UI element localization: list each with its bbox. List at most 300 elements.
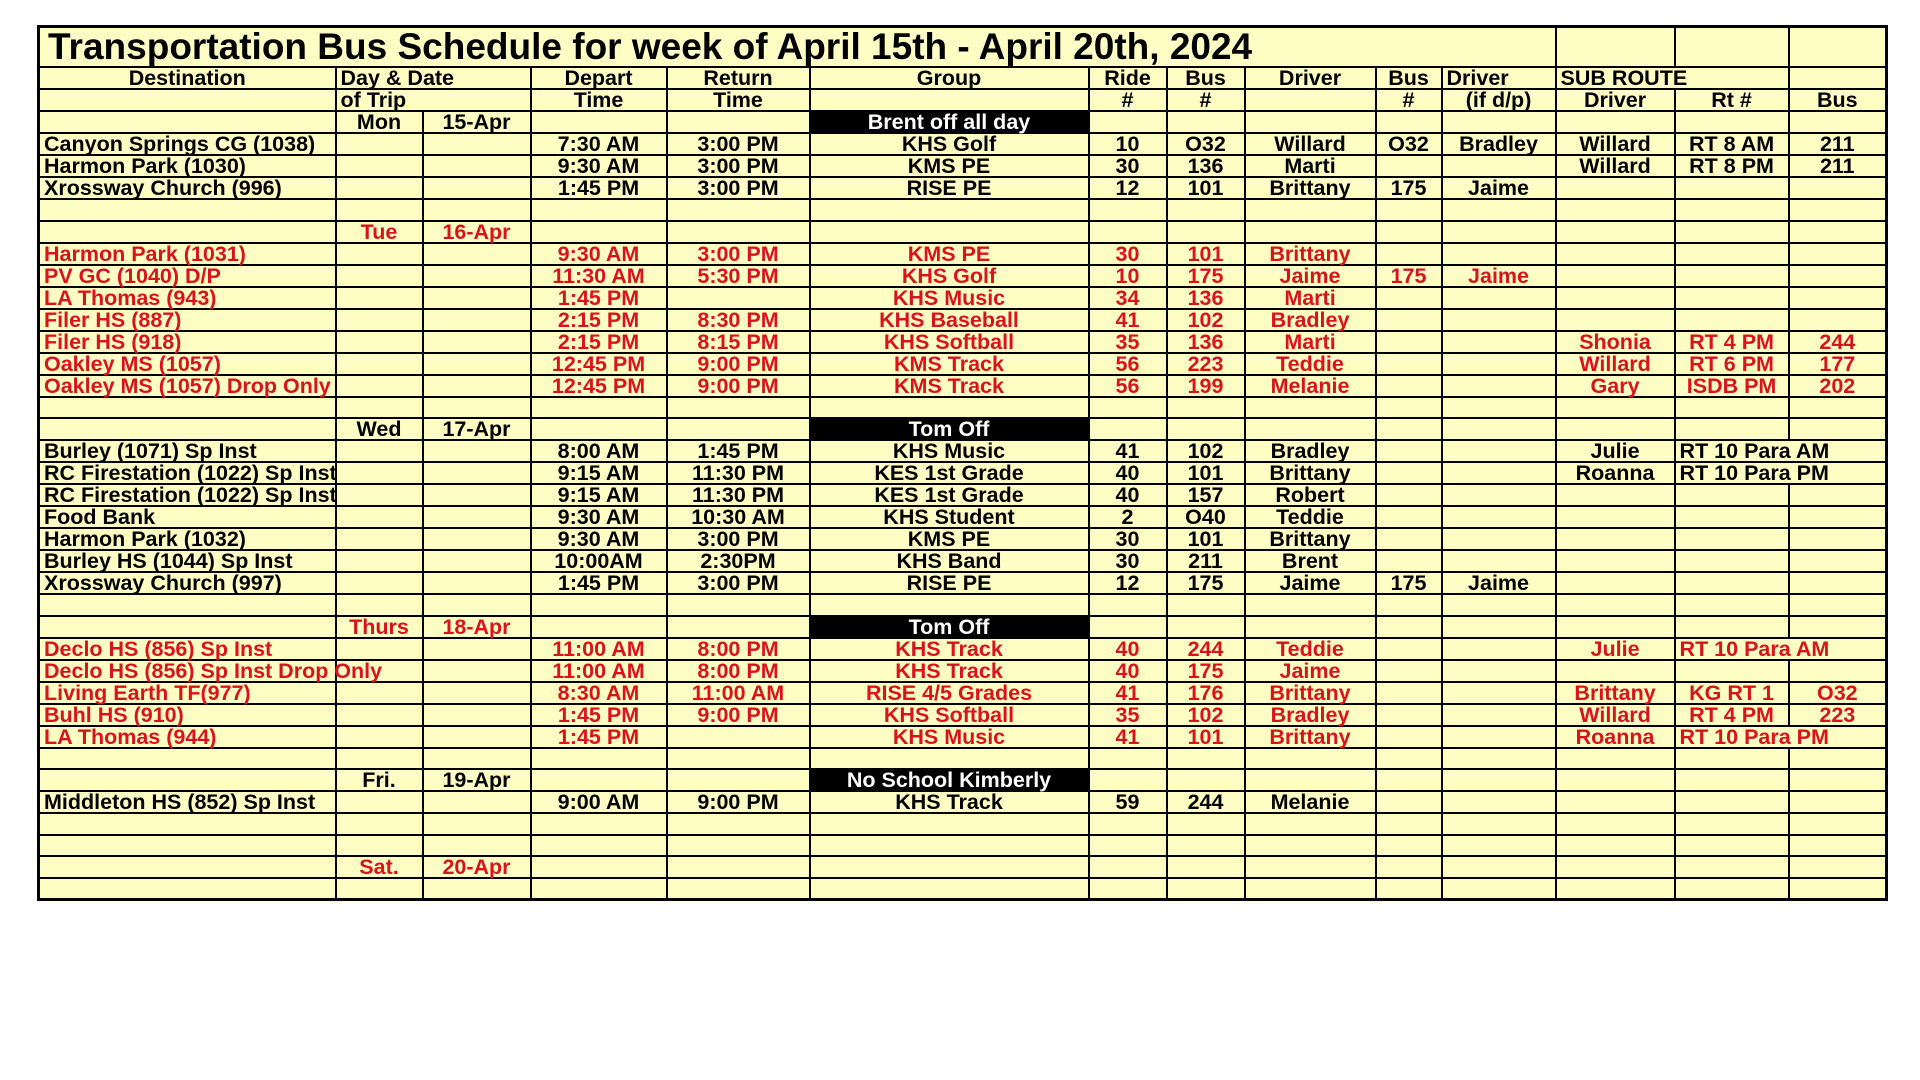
cell-sub-driver (1556, 878, 1675, 900)
cell-depart-time: 2:15 PM (531, 309, 667, 331)
cell-driver: Jaime (1245, 265, 1376, 287)
title-row (39, 27, 1887, 68)
cell-return-time (667, 856, 810, 878)
cell-depart-time: 12:45 PM (531, 375, 667, 397)
cell-sub-driver (1556, 748, 1675, 770)
cell-destination: Food Bank (39, 506, 336, 528)
cell-destination: Declo HS (856) Sp Inst Drop Only (39, 660, 336, 682)
cell-date (423, 660, 531, 682)
cell-group: KHS Golf (810, 265, 1089, 287)
cell-sub-bus (1789, 572, 1887, 594)
cell-group: RISE PE (810, 177, 1089, 199)
table-row (39, 375, 1887, 397)
cell-destination: Living Earth TF(977) (39, 682, 336, 704)
cell-driver: Willard (1245, 133, 1376, 155)
table-row (39, 550, 1887, 572)
cell-bus-2-number (1376, 550, 1442, 572)
cell-bus-number: 244 (1167, 791, 1245, 813)
cell-driver-2 (1442, 550, 1556, 572)
cell-date (423, 353, 531, 375)
cell-bus-2-number (1376, 462, 1442, 484)
cell-driver: Brittany (1245, 528, 1376, 550)
cell-bus-number (1167, 221, 1245, 243)
cell-bus-number: 176 (1167, 682, 1245, 704)
cell-return-time (667, 199, 810, 221)
cell-bus-2-number (1376, 835, 1442, 857)
cell-depart-time: 8:00 AM (531, 440, 667, 462)
cell-sub-bus (1789, 835, 1887, 857)
cell-day (336, 726, 423, 748)
cell-day (336, 835, 423, 857)
cell-ride-count: 10 (1089, 133, 1167, 155)
cell-bus-2-number (1376, 506, 1442, 528)
cell-sub-route-number: KG RT 1 (1675, 682, 1789, 704)
cell-depart-time (531, 616, 667, 638)
cell-destination: RC Firestation (1022) Sp Inst (39, 484, 336, 506)
cell-bus-2-number (1376, 111, 1442, 133)
cell-day (336, 375, 423, 397)
cell-group (810, 199, 1089, 221)
cell-sub-driver: Shonia (1556, 331, 1675, 353)
col-header-day-date: Day & Date (336, 67, 531, 89)
cell-bus-number: 102 (1167, 440, 1245, 462)
cell-sub-bus (1789, 660, 1887, 682)
cell-destination: Middleton HS (852) Sp Inst (39, 791, 336, 813)
cell-sub-bus (1789, 506, 1887, 528)
cell-bus-number (1167, 594, 1245, 616)
title-blank-cell (1675, 27, 1789, 68)
cell-bus-number: 157 (1167, 484, 1245, 506)
cell-driver-2 (1442, 594, 1556, 616)
cell-bus-number: 136 (1167, 287, 1245, 309)
cell-driver (1245, 769, 1376, 791)
cell-ride-count (1089, 769, 1167, 791)
cell-group: KHS Track (810, 638, 1089, 660)
cell-driver-2: Bradley (1442, 133, 1556, 155)
table-row (39, 243, 1887, 265)
cell-bus-2-number (1376, 769, 1442, 791)
table-row (39, 331, 1887, 353)
cell-sub-bus: 223 (1789, 704, 1887, 726)
cell-sub-bus (1789, 177, 1887, 199)
cell-bus-number (1167, 769, 1245, 791)
cell-bus-number: 101 (1167, 726, 1245, 748)
cell-driver-2: Jaime (1442, 177, 1556, 199)
cell-depart-time (531, 221, 667, 243)
cell-day: Sat. (336, 856, 423, 878)
header-row-2 (39, 89, 1887, 111)
cell-driver-2 (1442, 221, 1556, 243)
cell-ride-count: 30 (1089, 550, 1167, 572)
cell-return-time (667, 813, 810, 835)
cell-group (810, 221, 1089, 243)
cell-group: KHS Baseball (810, 309, 1089, 331)
cell-destination: Buhl HS (910) (39, 704, 336, 726)
cell-ride-count: 59 (1089, 791, 1167, 813)
table-row (39, 397, 1887, 419)
cell-sub-route-number: ISDB PM (1675, 375, 1789, 397)
col-header-depart: Depart (531, 67, 667, 89)
cell-destination (39, 856, 336, 878)
cell-date (423, 440, 531, 462)
cell-depart-time: 9:15 AM (531, 462, 667, 484)
cell-ride-count: 2 (1089, 506, 1167, 528)
cell-date (423, 594, 531, 616)
cell-day (336, 265, 423, 287)
cell-driver: Marti (1245, 155, 1376, 177)
cell-bus-number: 175 (1167, 660, 1245, 682)
cell-return-time: 9:00 PM (667, 704, 810, 726)
cell-destination: LA Thomas (943) (39, 287, 336, 309)
cell-ride-count (1089, 835, 1167, 857)
cell-date (423, 265, 531, 287)
cell-ride-count (1089, 397, 1167, 419)
cell-return-time: 9:00 PM (667, 791, 810, 813)
col-header-driver-2: Driver (1442, 67, 1556, 89)
cell-bus-number: 211 (1167, 550, 1245, 572)
cell-destination: Xrossway Church (997) (39, 572, 336, 594)
cell-ride-count: 40 (1089, 484, 1167, 506)
cell-sub-bus (1789, 287, 1887, 309)
cell-ride-count: 41 (1089, 726, 1167, 748)
cell-sub-driver (1556, 287, 1675, 309)
cell-sub-bus: 211 (1789, 133, 1887, 155)
cell-group: No School Kimberly (810, 769, 1089, 791)
cell-depart-time: 11:00 AM (531, 660, 667, 682)
cell-sub-route-number (1675, 769, 1789, 791)
cell-driver (1245, 111, 1376, 133)
cell-sub-route-number (1675, 177, 1789, 199)
cell-return-time: 3:00 PM (667, 155, 810, 177)
col-header-group: Group (810, 67, 1089, 89)
table-row (39, 353, 1887, 375)
cell-sub-route-number: RT 10 Para AM (1675, 440, 1887, 462)
cell-sub-bus (1789, 769, 1887, 791)
cell-ride-count: 56 (1089, 353, 1167, 375)
cell-sub-bus (1789, 594, 1887, 616)
cell-day (336, 287, 423, 309)
cell-destination: Declo HS (856) Sp Inst (39, 638, 336, 660)
cell-bus-number (1167, 835, 1245, 857)
cell-sub-bus: 211 (1789, 155, 1887, 177)
cell-bus-number: 101 (1167, 243, 1245, 265)
cell-sub-bus (1789, 111, 1887, 133)
cell-bus-2-number (1376, 660, 1442, 682)
cell-date (423, 550, 531, 572)
cell-day (336, 155, 423, 177)
cell-day (336, 133, 423, 155)
cell-driver: Bradley (1245, 704, 1376, 726)
table-row (39, 594, 1887, 616)
cell-depart-time: 11:00 AM (531, 638, 667, 660)
table-row (39, 878, 1887, 900)
cell-destination: Burley (1071) Sp Inst (39, 440, 336, 462)
table-row (39, 769, 1887, 791)
cell-ride-count: 41 (1089, 440, 1167, 462)
cell-destination (39, 221, 336, 243)
cell-day (336, 331, 423, 353)
cell-ride-count: 30 (1089, 243, 1167, 265)
cell-driver: Bradley (1245, 309, 1376, 331)
table-row (39, 440, 1887, 462)
cell-date: 15-Apr (423, 111, 531, 133)
cell-bus-number: 175 (1167, 265, 1245, 287)
cell-group: KHS Music (810, 726, 1089, 748)
cell-group: KHS Band (810, 550, 1089, 572)
cell-date (423, 309, 531, 331)
cell-depart-time (531, 418, 667, 440)
col-header-return-time: Time (667, 89, 810, 111)
cell-bus-2-number (1376, 682, 1442, 704)
cell-sub-bus (1789, 265, 1887, 287)
cell-group: Brent off all day (810, 111, 1089, 133)
cell-bus-number: 101 (1167, 462, 1245, 484)
sheet-title: Transportation Bus Schedule for week of April 15th - April 20th, 2024 (39, 27, 1556, 68)
cell-bus-2-number (1376, 155, 1442, 177)
cell-bus-2-number (1376, 331, 1442, 353)
cell-day (336, 594, 423, 616)
cell-bus-number: 175 (1167, 572, 1245, 594)
cell-day (336, 462, 423, 484)
cell-bus-2-number (1376, 878, 1442, 900)
cell-return-time (667, 111, 810, 133)
cell-bus-number: 136 (1167, 155, 1245, 177)
cell-sub-driver: Willard (1556, 155, 1675, 177)
cell-bus-2-number (1376, 704, 1442, 726)
cell-sub-route-number (1675, 813, 1789, 835)
cell-date: 18-Apr (423, 616, 531, 638)
cell-day (336, 353, 423, 375)
cell-return-time: 3:00 PM (667, 528, 810, 550)
cell-bus-number (1167, 813, 1245, 835)
cell-depart-time (531, 878, 667, 900)
cell-return-time (667, 418, 810, 440)
cell-date (423, 726, 531, 748)
cell-bus-number: 101 (1167, 528, 1245, 550)
cell-driver-2 (1442, 856, 1556, 878)
cell-depart-time (531, 748, 667, 770)
col-header-driver: Driver (1245, 67, 1376, 89)
cell-driver-2 (1442, 462, 1556, 484)
table-row (39, 309, 1887, 331)
cell-sub-driver: Willard (1556, 353, 1675, 375)
cell-return-time: 9:00 PM (667, 375, 810, 397)
cell-ride-count (1089, 199, 1167, 221)
cell-depart-time: 9:30 AM (531, 243, 667, 265)
cell-sub-route-number: RT 4 PM (1675, 704, 1789, 726)
cell-date: 19-Apr (423, 769, 531, 791)
cell-day: Tue (336, 221, 423, 243)
cell-date (423, 199, 531, 221)
cell-day (336, 243, 423, 265)
cell-bus-number: 102 (1167, 704, 1245, 726)
cell-depart-time (531, 397, 667, 419)
cell-day (336, 397, 423, 419)
cell-return-time: 8:15 PM (667, 331, 810, 353)
cell-sub-driver (1556, 243, 1675, 265)
cell-ride-count (1089, 221, 1167, 243)
cell-return-time (667, 835, 810, 857)
cell-bus-number (1167, 616, 1245, 638)
cell-bus-number: 136 (1167, 331, 1245, 353)
cell-driver: Melanie (1245, 791, 1376, 813)
cell-bus-2-number (1376, 309, 1442, 331)
cell-bus-number (1167, 418, 1245, 440)
table-row (39, 704, 1887, 726)
cell-driver: Brent (1245, 550, 1376, 572)
cell-date (423, 572, 531, 594)
cell-sub-driver (1556, 265, 1675, 287)
cell-return-time (667, 221, 810, 243)
cell-day (336, 572, 423, 594)
cell-sub-route-number (1675, 506, 1789, 528)
cell-ride-count: 35 (1089, 331, 1167, 353)
cell-depart-time: 12:45 PM (531, 353, 667, 375)
cell-group: KES 1st Grade (810, 462, 1089, 484)
cell-driver-2 (1442, 878, 1556, 900)
cell-driver-2 (1442, 813, 1556, 835)
cell-sub-driver (1556, 550, 1675, 572)
cell-sub-route-number (1675, 111, 1789, 133)
cell-sub-bus (1789, 418, 1887, 440)
cell-sub-route-number: RT 8 AM (1675, 133, 1789, 155)
cell-bus-2-number (1376, 287, 1442, 309)
cell-depart-time (531, 199, 667, 221)
col-header-blank (1789, 67, 1887, 89)
cell-day: Fri. (336, 769, 423, 791)
cell-depart-time: 10:00AM (531, 550, 667, 572)
cell-driver (1245, 594, 1376, 616)
cell-driver (1245, 397, 1376, 419)
cell-sub-bus (1789, 616, 1887, 638)
cell-sub-bus (1789, 791, 1887, 813)
cell-sub-route-number (1675, 550, 1789, 572)
cell-sub-route-number: RT 4 PM (1675, 331, 1789, 353)
cell-bus-2-number (1376, 484, 1442, 506)
cell-driver-2 (1442, 506, 1556, 528)
table-row (39, 660, 1887, 682)
cell-driver-2 (1442, 199, 1556, 221)
cell-date (423, 177, 531, 199)
cell-group (810, 813, 1089, 835)
cell-destination: Filer HS (918) (39, 331, 336, 353)
cell-date (423, 791, 531, 813)
cell-destination: Oakley MS (1057) Drop Only (39, 375, 336, 397)
cell-driver-2 (1442, 353, 1556, 375)
cell-day (336, 791, 423, 813)
cell-ride-count: 34 (1089, 287, 1167, 309)
cell-driver-2 (1442, 791, 1556, 813)
table-row (39, 791, 1887, 813)
cell-group: Tom Off (810, 616, 1089, 638)
cell-bus-number (1167, 199, 1245, 221)
table-row (39, 133, 1887, 155)
cell-date (423, 462, 531, 484)
cell-sub-route-number: RT 6 PM (1675, 353, 1789, 375)
cell-driver-2 (1442, 616, 1556, 638)
cell-day (336, 484, 423, 506)
cell-driver-2 (1442, 484, 1556, 506)
cell-sub-route-number (1675, 287, 1789, 309)
cell-driver-2 (1442, 528, 1556, 550)
cell-return-time: 1:45 PM (667, 440, 810, 462)
cell-date (423, 638, 531, 660)
cell-driver-2 (1442, 660, 1556, 682)
table-row (39, 418, 1887, 440)
cell-driver-2 (1442, 375, 1556, 397)
col-header-return: Return (667, 67, 810, 89)
cell-driver: Jaime (1245, 660, 1376, 682)
cell-ride-count: 56 (1089, 375, 1167, 397)
cell-bus-2-number (1376, 243, 1442, 265)
cell-return-time: 11:00 AM (667, 682, 810, 704)
cell-day (336, 177, 423, 199)
cell-bus-2-number (1376, 726, 1442, 748)
cell-sub-bus (1789, 550, 1887, 572)
cell-driver (1245, 813, 1376, 835)
cell-return-time: 8:00 PM (667, 660, 810, 682)
cell-driver (1245, 616, 1376, 638)
col-header-sub-bus: Bus (1789, 89, 1887, 111)
col-header-destination-2 (39, 89, 336, 111)
cell-sub-route-number (1675, 484, 1789, 506)
cell-driver: Robert (1245, 484, 1376, 506)
cell-day (336, 550, 423, 572)
cell-bus-number: O40 (1167, 506, 1245, 528)
cell-group: Tom Off (810, 418, 1089, 440)
cell-depart-time: 1:45 PM (531, 572, 667, 594)
cell-sub-bus (1789, 243, 1887, 265)
cell-sub-driver: Julie (1556, 440, 1675, 462)
cell-bus-2-number (1376, 813, 1442, 835)
col-header-bus-num: # (1167, 89, 1245, 111)
cell-driver: Jaime (1245, 572, 1376, 594)
cell-driver: Brittany (1245, 682, 1376, 704)
cell-return-time: 2:30PM (667, 550, 810, 572)
cell-bus-2-number (1376, 375, 1442, 397)
cell-driver: Marti (1245, 287, 1376, 309)
cell-ride-count (1089, 813, 1167, 835)
cell-sub-route-number: RT 10 Para PM (1675, 462, 1887, 484)
cell-group: KMS PE (810, 243, 1089, 265)
cell-bus-2-number (1376, 748, 1442, 770)
cell-destination (39, 748, 336, 770)
cell-sub-route-number (1675, 835, 1789, 857)
cell-date (423, 506, 531, 528)
cell-depart-time: 9:30 AM (531, 506, 667, 528)
table-row (39, 528, 1887, 550)
cell-sub-driver (1556, 484, 1675, 506)
cell-date: 20-Apr (423, 856, 531, 878)
cell-depart-time (531, 813, 667, 835)
col-header-ride-num: # (1089, 89, 1167, 111)
cell-group: KMS PE (810, 155, 1089, 177)
cell-return-time (667, 769, 810, 791)
cell-sub-bus (1789, 856, 1887, 878)
cell-driver (1245, 221, 1376, 243)
cell-day: Wed (336, 418, 423, 440)
cell-sub-driver (1556, 769, 1675, 791)
cell-depart-time (531, 769, 667, 791)
col-header-sub-rt: Rt # (1675, 89, 1789, 111)
cell-day (336, 813, 423, 835)
cell-driver: Brittany (1245, 462, 1376, 484)
cell-destination: Harmon Park (1032) (39, 528, 336, 550)
cell-bus-2-number: 175 (1376, 177, 1442, 199)
cell-return-time: 3:00 PM (667, 177, 810, 199)
cell-destination (39, 835, 336, 857)
cell-sub-driver: Roanna (1556, 726, 1675, 748)
